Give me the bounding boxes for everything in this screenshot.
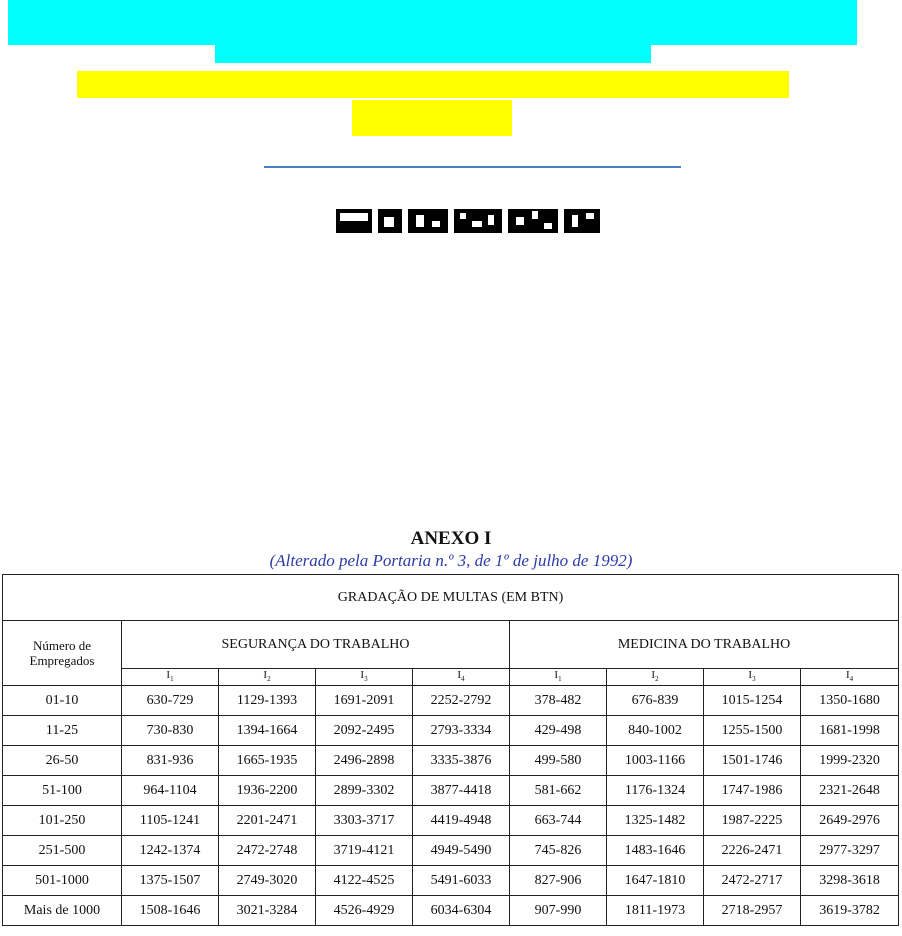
table-row <box>3 836 899 866</box>
employees-range-cell: 101-250 <box>3 806 122 836</box>
fine-range-cell: 1691-2091 <box>316 686 413 716</box>
fine-range-cell: 1129-1393 <box>219 686 316 716</box>
fine-range-cell: 4526-4929 <box>316 896 413 926</box>
level-header: $I_3$ <box>704 669 801 686</box>
fine-range-cell: 3298-3618 <box>801 866 899 896</box>
employees-range-cell: 01-10 <box>3 686 122 716</box>
redacted-heading-highlight <box>215 44 651 63</box>
fine-range-cell: 1003-1166 <box>607 746 704 776</box>
fine-range-cell: 3335-3876 <box>413 746 510 776</box>
fine-range-cell: 827-906 <box>510 866 607 896</box>
employees-range-cell: 51-100 <box>3 776 122 806</box>
fine-range-cell: 2252-2792 <box>413 686 510 716</box>
fine-range-cell: 3719-4121 <box>316 836 413 866</box>
employees-range-cell: 26-50 <box>3 746 122 776</box>
fine-range-cell: 1665-1935 <box>219 746 316 776</box>
fine-range-cell: 1999-2320 <box>801 746 899 776</box>
employees-column-header-text: Número de Empregados <box>29 638 95 669</box>
level-header: $I_1$ <box>510 669 607 686</box>
fine-range-cell: 2649-2976 <box>801 806 899 836</box>
fine-range-cell: 2496-2898 <box>316 746 413 776</box>
fine-range-cell: 2749-3020 <box>219 866 316 896</box>
level-header: $I_4$ <box>413 669 510 686</box>
redacted-subheading-highlight <box>77 71 789 98</box>
fine-range-cell: 499-580 <box>510 746 607 776</box>
fine-range-cell: 2092-2495 <box>316 716 413 746</box>
fine-range-cell: 840-1002 <box>607 716 704 746</box>
fine-range-cell: 1501-1746 <box>704 746 801 776</box>
fine-range-cell: 4949-5490 <box>413 836 510 866</box>
table-row <box>3 896 899 926</box>
annex-subtitle: (Alterado pela Portaria n.º 3, de 1º de julho de 1992) <box>269 551 633 570</box>
level-header: $I_1$ <box>122 669 219 686</box>
fine-range-cell: 2899-3302 <box>316 776 413 806</box>
table-row <box>3 686 899 716</box>
fine-range-cell: 630-729 <box>122 686 219 716</box>
fine-range-cell: 4419-4948 <box>413 806 510 836</box>
fine-range-cell: 1987-2225 <box>704 806 801 836</box>
fine-range-cell: 3619-3782 <box>801 896 899 926</box>
level-header: $I_4$ <box>801 669 899 686</box>
fine-range-cell: 745-826 <box>510 836 607 866</box>
table-row <box>3 716 899 746</box>
fine-range-cell: 1176-1324 <box>607 776 704 806</box>
fine-range-cell: 581-662 <box>510 776 607 806</box>
fine-range-cell: 2226-2471 <box>704 836 801 866</box>
table-caption: GRADAÇÃO DE MULTAS (EM BTN) <box>3 575 899 621</box>
fine-range-cell: 2472-2717 <box>704 866 801 896</box>
table-row <box>3 806 899 836</box>
fine-range-cell: 1936-2200 <box>219 776 316 806</box>
table-row <box>3 746 899 776</box>
fine-range-cell: 1394-1664 <box>219 716 316 746</box>
fine-range-cell: 964-1104 <box>122 776 219 806</box>
fine-range-cell: 1811-1973 <box>607 896 704 926</box>
fine-range-cell: 1483-1646 <box>607 836 704 866</box>
fine-range-cell: 2718-2957 <box>704 896 801 926</box>
fine-range-cell: 663-744 <box>510 806 607 836</box>
employees-range-cell: 501-1000 <box>3 866 122 896</box>
fine-range-cell: 2321-2648 <box>801 776 899 806</box>
fine-range-cell: 1015-1254 <box>704 686 801 716</box>
fine-range-cell: 831-936 <box>122 746 219 776</box>
fine-range-cell: 1647-1810 <box>607 866 704 896</box>
redacted-stamp-image <box>336 207 600 235</box>
group-header-medicina: MEDICINA DO TRABALHO <box>510 621 899 669</box>
fine-range-cell: 2472-2748 <box>219 836 316 866</box>
redacted-heading-highlight <box>8 0 857 45</box>
level-header: $I_2$ <box>607 669 704 686</box>
fine-range-cell: 5491-6033 <box>413 866 510 896</box>
fine-range-cell: 1508-1646 <box>122 896 219 926</box>
fine-range-cell: 2977-3297 <box>801 836 899 866</box>
fine-range-cell: 3021-3284 <box>219 896 316 926</box>
annex-title: ANEXO I <box>410 528 492 549</box>
group-header-seguranca: SEGURANÇA DO TRABALHO <box>122 621 510 669</box>
fine-range-cell: 4122-4525 <box>316 866 413 896</box>
fine-range-cell: 1681-1998 <box>801 716 899 746</box>
fine-range-cell: 1747-1986 <box>704 776 801 806</box>
employees-range-cell: 251-500 <box>3 836 122 866</box>
fine-range-cell: 2793-3334 <box>413 716 510 746</box>
employees-range-cell: 11-25 <box>3 716 122 746</box>
fine-range-cell: 2201-2471 <box>219 806 316 836</box>
fine-range-cell: 6034-6304 <box>413 896 510 926</box>
fine-range-cell: 676-839 <box>607 686 704 716</box>
fine-range-cell: 3303-3717 <box>316 806 413 836</box>
link-underline-rule <box>264 166 681 168</box>
fine-range-cell: 429-498 <box>510 716 607 746</box>
level-header: $I_3$ <box>316 669 413 686</box>
table-row <box>3 866 899 896</box>
table-row <box>3 776 899 806</box>
employees-range-cell: Mais de 1000 <box>3 896 122 926</box>
fine-range-cell: 3877-4418 <box>413 776 510 806</box>
fine-range-cell: 1325-1482 <box>607 806 704 836</box>
fine-range-cell: 1375-1507 <box>122 866 219 896</box>
fine-range-cell: 1255-1500 <box>704 716 801 746</box>
fine-range-cell: 730-830 <box>122 716 219 746</box>
level-header: $I_2$ <box>219 669 316 686</box>
fine-range-cell: 907-990 <box>510 896 607 926</box>
employees-column-header <box>3 621 122 686</box>
fine-range-cell: 1350-1680 <box>801 686 899 716</box>
fine-range-cell: 1242-1374 <box>122 836 219 866</box>
fines-table <box>2 574 899 926</box>
fine-range-cell: 378-482 <box>510 686 607 716</box>
redacted-subheading-highlight <box>352 100 512 136</box>
fine-range-cell: 1105-1241 <box>122 806 219 836</box>
